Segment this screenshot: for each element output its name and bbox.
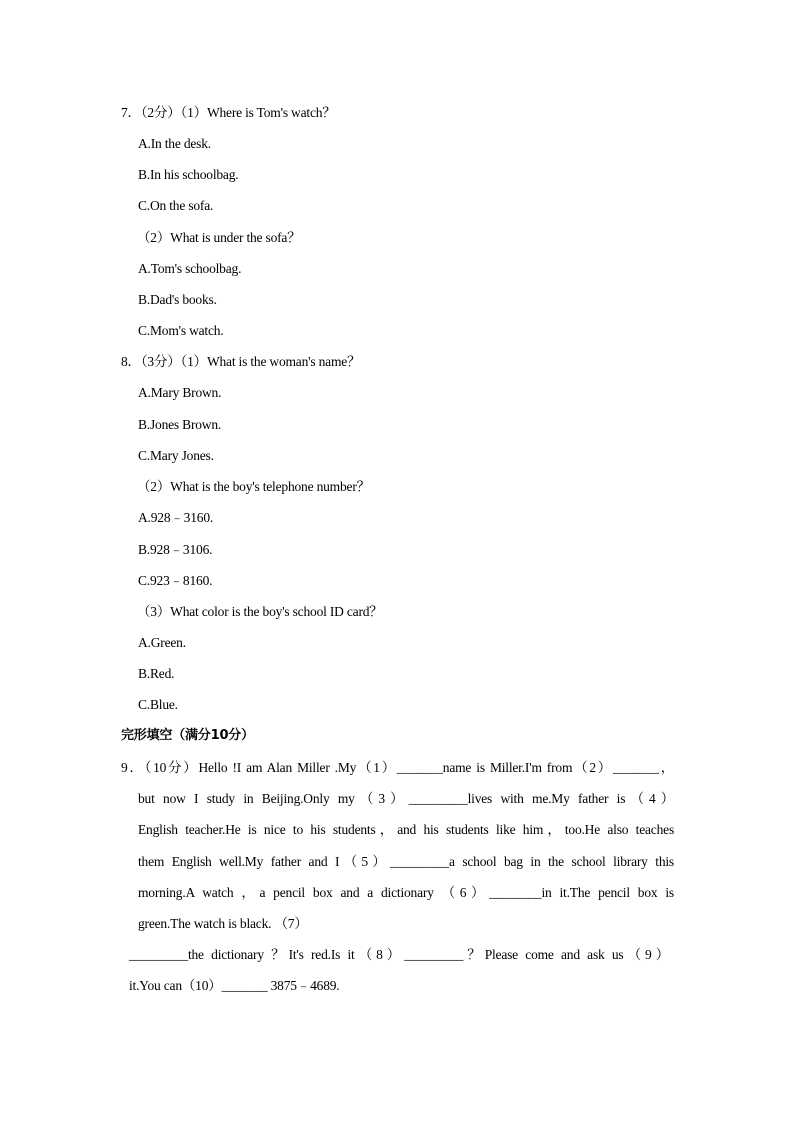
q7-1-option-a: A.In the desk.	[138, 136, 211, 151]
q8-3-option-b: B.Red.	[138, 666, 175, 681]
q9-line-6: green.The watch is black. （7）	[138, 916, 308, 931]
q8-2-option-b: B.928﹣3106.	[138, 542, 213, 557]
q8-1-option-a: A.Mary Brown.	[138, 385, 222, 400]
section-heading: 完形填空（满分10分）	[121, 728, 254, 743]
q7-1-option-b: B.In his schoolbag.	[138, 167, 239, 182]
q8-3-option-a: A.Green.	[138, 635, 186, 650]
q9-line-4: them English well.My father and I（5）_________a school bag in the school library this	[138, 854, 674, 869]
q9-line-8: it.You can（10）_______ 3875﹣4689.	[129, 978, 340, 993]
q8-2-option-a: A.928﹣3160.	[138, 510, 214, 525]
q7-stem: 7．（2分）（1）Where is Tom's watch？	[121, 105, 336, 120]
q8-stem: 8．（3分）（1）What is the woman's name？	[121, 354, 361, 369]
q9-line-5: morning.A watch ，a pencil box and a dictionary （6）________in it.The pencil box is	[138, 885, 674, 900]
q7-2-option-c: C.Mom's watch.	[138, 323, 224, 338]
q9-line-1: 9．（10分）Hello !I am Alan Miller .My（1）_______name is Miller.I'm from（2）_______，	[121, 760, 674, 775]
q8-3-option-c: C.Blue.	[138, 697, 178, 712]
q9-line-7: _________the dictionary ？It's red.Is it（8）_________？Please come and ask us（9）	[129, 947, 669, 962]
q8-1-option-c: C.Mary Jones.	[138, 448, 214, 463]
q8-sub-question-2: （2）What is the boy's telephone number？	[137, 479, 370, 494]
q8-sub-question-3: （3）What color is the boy's school ID card？	[137, 604, 383, 619]
q8-2-option-c: C.923﹣8160.	[138, 573, 213, 588]
q7-1-option-c: C.On the sofa.	[138, 198, 214, 213]
q7-2-option-a: A.Tom's schoolbag.	[138, 261, 242, 276]
q7-sub-question-2: （2）What is under the sofa？	[137, 230, 301, 245]
q9-line-3: English teacher.He is nice to his students，and his students like him，too.He also teaches	[138, 822, 674, 837]
q8-1-option-b: B.Jones Brown.	[138, 417, 222, 432]
q7-2-option-b: B.Dad's books.	[138, 292, 217, 307]
q9-line-2: but now I study in Beijing.Only my（3）_________lives with me.My father is（4）	[138, 791, 674, 806]
